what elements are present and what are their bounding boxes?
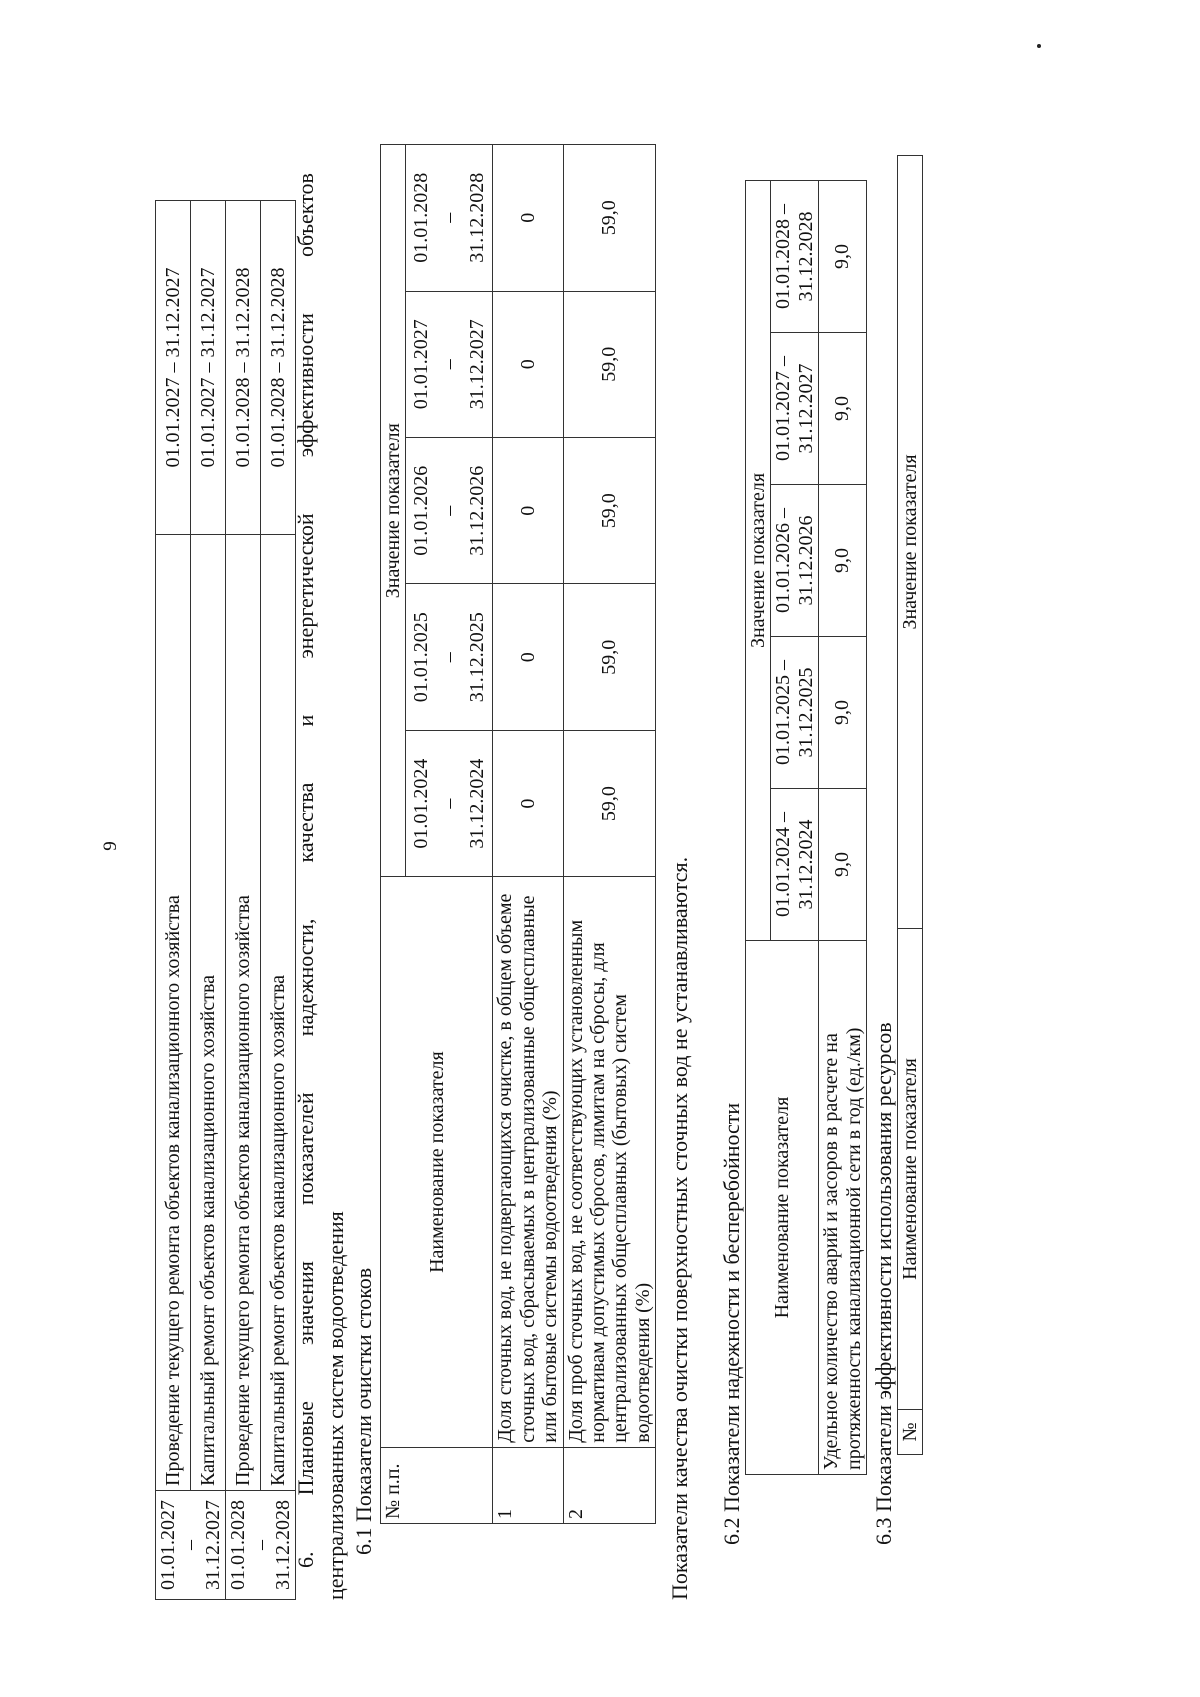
- period-header: 01.01.2027 – 31.12.2027: [406, 291, 493, 437]
- heading-word: качества: [293, 782, 318, 863]
- indicator-value: 9,0: [819, 637, 867, 789]
- heading-word: энергетической: [293, 513, 318, 659]
- table-row: [226, 201, 261, 1600]
- row-number: 1: [493, 1447, 563, 1523]
- page-number: 9: [100, 841, 121, 851]
- name-header: Наименование показателя: [746, 941, 819, 1475]
- table-row: [563, 145, 656, 1524]
- period-header: 01.01.2024 – 31.12.2024: [771, 789, 819, 941]
- period-header: 01.01.2027 – 31.12.2027: [771, 333, 819, 485]
- indicator-value: 59,0: [563, 437, 656, 583]
- table-row: [819, 181, 867, 1475]
- section-6-2-title: 6.2 Показатели надежности и бесперебойности: [719, 1102, 744, 1545]
- table-row: [493, 145, 563, 1524]
- heading-word: Плановые: [293, 1401, 318, 1496]
- indicator-value: 9,0: [819, 789, 867, 941]
- period-header: 01.01.2025 – 31.12.2025: [406, 584, 493, 730]
- indicator-value: 0: [493, 291, 563, 437]
- top-schedule-table: [155, 200, 296, 1600]
- indicator-value: 59,0: [563, 145, 656, 292]
- indicator-name: Удельное количество аварий и засоров в расчете на протяженность канализационной сети в год (ед./км): [819, 941, 867, 1475]
- period-header: 01.01.2028 – 31.12.2028: [771, 181, 819, 333]
- period-header: 01.01.2026 – 31.12.2026: [771, 485, 819, 637]
- table-header-row: [746, 181, 771, 1475]
- period-header: 01.01.2025 – 31.12.2025: [771, 637, 819, 789]
- reliability-table: [745, 180, 867, 1475]
- section-6-1-title: 6.1 Показатели очистки стоков: [351, 1267, 376, 1555]
- indicator-name: Доля сточных вод, не подвергающихся очистке, в общем объеме сточных вод, сбрасываемых в централизованные общесплавные или бытовые системы водоотведения (%): [493, 877, 563, 1447]
- range-cell: 01.01.2027 – 31.12.2027: [156, 201, 191, 535]
- period-header: 01.01.2024 – 31.12.2024: [406, 730, 493, 876]
- heading-word: эффективности: [293, 313, 318, 458]
- treatment-indicators-table: [380, 144, 656, 1524]
- indicator-value: 9,0: [819, 333, 867, 485]
- table-header-row: [898, 156, 923, 1455]
- work-name-cell: Проведение текущего ремонта объектов канализационного хозяйства: [226, 535, 261, 1491]
- section-6-heading-line2: централизованных систем водоотведения: [323, 1211, 348, 1600]
- section-6-3-title: 6.3 Показатели эффективности использования ресурсов: [871, 1022, 896, 1545]
- heading-word: и: [293, 714, 318, 727]
- num-header: № п.п.: [381, 1447, 493, 1523]
- indicator-value: 59,0: [563, 291, 656, 437]
- resource-efficiency-table: [897, 155, 923, 1455]
- period-cell: 01.01.2028 – 31.12.2028: [226, 1491, 296, 1600]
- indicator-value: 9,0: [819, 181, 867, 333]
- name-header: Наименование показателя: [381, 877, 493, 1447]
- value-header: Значение показателя: [746, 181, 771, 941]
- table-row: [156, 201, 191, 1600]
- heading-word: значения: [293, 1261, 318, 1345]
- range-cell: 01.01.2028 – 31.12.2028: [261, 201, 296, 535]
- indicator-value: 59,0: [563, 584, 656, 730]
- period-cell: 01.01.2027 – 31.12.2027: [156, 1491, 226, 1600]
- indicator-value: 59,0: [563, 730, 656, 876]
- indicator-value: 0: [493, 584, 563, 730]
- work-name-cell: Капитальный ремонт объектов канализационного хозяйства: [191, 535, 226, 1491]
- indicator-name: Доля проб сточных вод, не соответствующих установленным нормативам допустимых сбросов, лимитам на сбросы, для централизованных общесплавных (бытовых) систем водоотведения (%): [563, 877, 656, 1447]
- period-header: 01.01.2028 – 31.12.2028: [406, 145, 493, 292]
- stray-dot: [1037, 44, 1041, 48]
- work-name-cell: Капитальный ремонт объектов канализационного хозяйства: [261, 535, 296, 1491]
- value-header: Значение показателя: [381, 145, 406, 877]
- section-6-number: 6.: [293, 1551, 318, 1568]
- indicator-value: 9,0: [819, 485, 867, 637]
- range-cell: 01.01.2028 – 31.12.2028: [226, 201, 261, 535]
- range-cell: 01.01.2027 – 31.12.2027: [191, 201, 226, 535]
- work-name-cell: Проведение текущего ремонта объектов канализационного хозяйства: [156, 535, 191, 1491]
- num-header: №: [898, 1410, 923, 1455]
- value-header: Значение показателя: [898, 156, 923, 929]
- section-6-heading-line1: [293, 173, 319, 1568]
- rotated-content: [155, 80, 1055, 1600]
- heading-word: показателей: [293, 1092, 318, 1206]
- period-header: 01.01.2026 – 31.12.2026: [406, 437, 493, 583]
- row-number: 2: [563, 1447, 656, 1523]
- name-header: Наименование показателя: [898, 929, 923, 1410]
- indicator-value: 0: [493, 145, 563, 292]
- heading-word: надежности,: [293, 918, 318, 1037]
- surface-water-note: Показатели качества очистки поверхностных сточных вод не устанавливаются.: [667, 856, 692, 1600]
- indicator-value: 0: [493, 730, 563, 876]
- table-header-row: [381, 145, 406, 1524]
- table-row: [191, 201, 226, 1600]
- table-row: [261, 201, 296, 1600]
- heading-word: объектов: [293, 173, 318, 257]
- indicator-value: 0: [493, 437, 563, 583]
